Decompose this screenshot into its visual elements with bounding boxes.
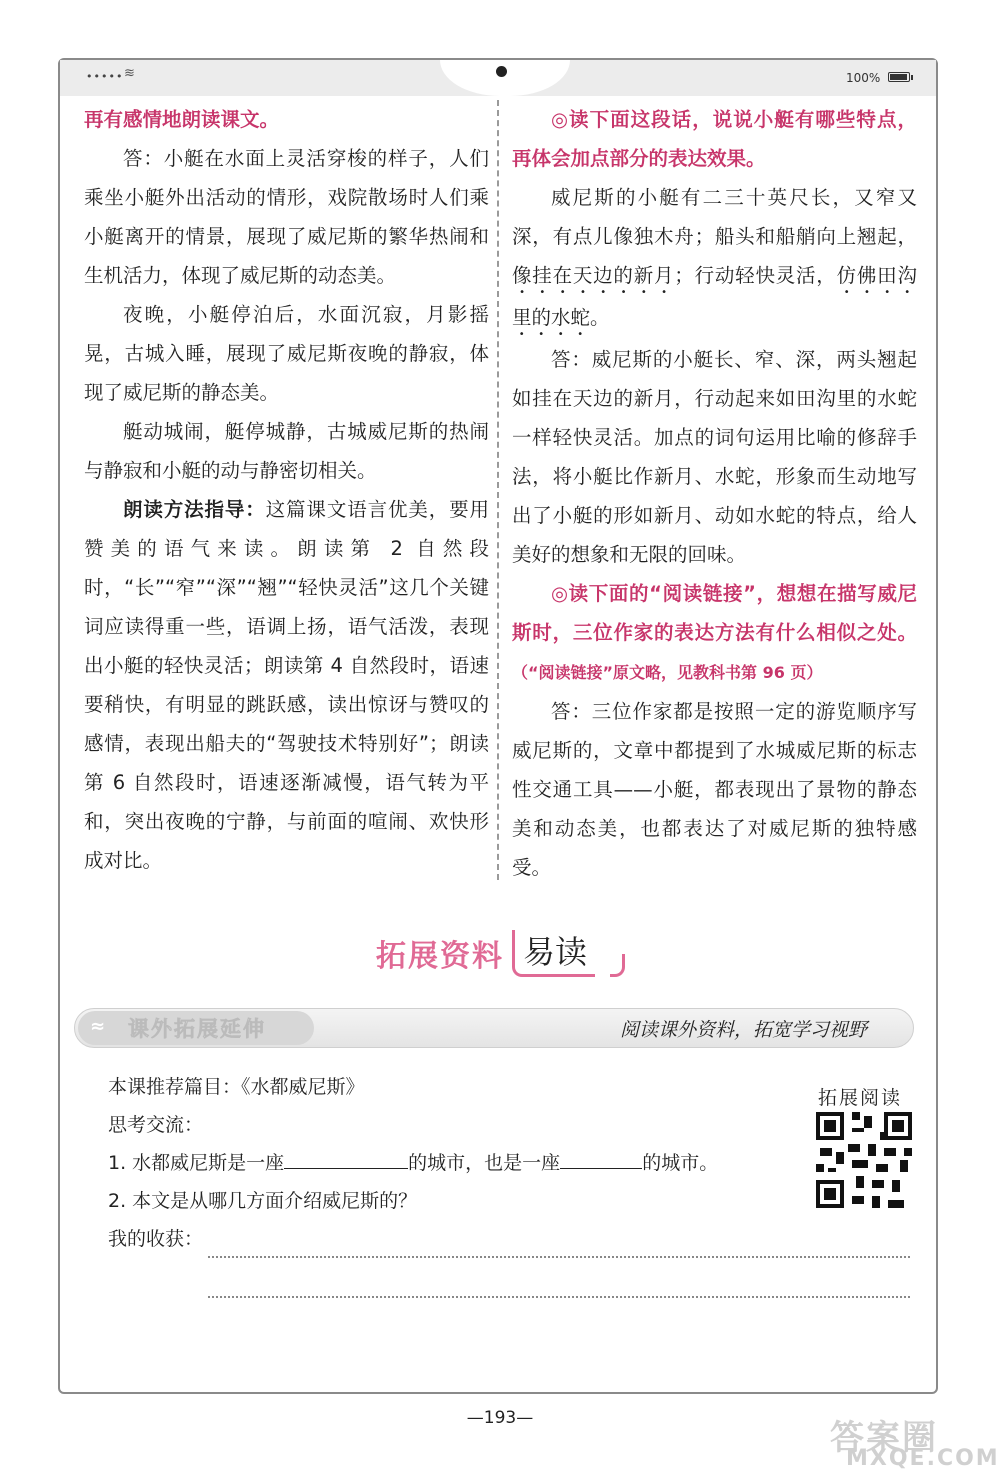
qr-code-icon[interactable]	[816, 1112, 912, 1208]
signal-icon: •••••	[86, 70, 124, 83]
question-2-reading: 2. 本文是从哪几方面介绍威尼斯的？	[108, 1190, 418, 1212]
passage-text-c: 。	[590, 306, 610, 329]
battery-icon	[888, 72, 910, 82]
reading-guide-label: 朗读方法指导：	[123, 498, 266, 521]
discussion-heading: 思考交流：	[108, 1114, 204, 1136]
question-2	[512, 574, 917, 692]
dotted-phrase-2: 仿佛田沟里的水蛇	[512, 264, 917, 329]
banner-tab: 课外拓展延伸	[78, 1011, 314, 1045]
question-1-part-c: 的城市。	[642, 1152, 719, 1174]
battery-percent: 100%	[846, 71, 881, 85]
harvest-line-2[interactable]	[208, 1296, 910, 1298]
extension-title-pink: 拓展资料	[376, 939, 504, 974]
camera-dot-icon	[496, 66, 507, 77]
qr-label: 拓展阅读	[818, 1087, 903, 1109]
harvest-label: 我的收获：	[108, 1228, 204, 1250]
instruction-line: 再有感情地朗读课文。	[84, 108, 280, 131]
answer-blank-2[interactable]	[560, 1148, 642, 1169]
passage	[512, 178, 917, 340]
wave-icon: ≈	[90, 1016, 106, 1037]
question-2-text: 读下面的“阅读链接”，想想在描写威尼斯时，三位作家的表达方法有什么相似之处。	[512, 582, 918, 644]
battery-tip	[911, 75, 913, 80]
answer-paragraph-2: 夜晚，小艇停泊后，水面沉寂，月影摇晃，古城入睡，展现了威尼斯夜晚的静寂，体现了威尼斯的静态美。	[84, 303, 489, 404]
question-mark-icon: ◎	[551, 582, 569, 605]
question-1	[512, 100, 917, 178]
reading-guide-text: 这篇课文语言优美，要用赞美的语气来读。朗读第 2 自然段时，“长”“窄”“深”“翘”“轻快灵活”这几个关键词应读得重一些，语调上扬，语气活泼，表现出小艇的轻快灵活；朗读第 4 自然段时，语速要稍快，有明显的跳跃感，读出惊讶与赞叹的感情，表现出船夫的“驾驶技术特别好”；朗读第 6 自然段时，语速逐渐减慢，语气转为平和，突出夜晚的宁静，与前面的喧闹、欢快形成对比。	[84, 498, 489, 872]
right-column	[512, 100, 917, 887]
answer-paragraph-3: 艇动城闹，艇停城静，古城威尼斯的热闹与静寂和小艇的动与静密切相关。	[84, 420, 489, 482]
question-fill-blank	[108, 1144, 798, 1182]
wifi-icon: ≋	[124, 66, 135, 81]
answer-2: 答：三位作家都是按照一定的游览顺序写威尼斯的，文章中都提到了水城威尼斯的标志性交通工具——小艇，都表现出了景物的静态美和动态美，也都表达了对威尼斯的独特感受。	[512, 700, 917, 879]
question-1-text: 读下面这段话，说说小艇有哪些特点，再体会加点部分的表达效果。	[512, 108, 917, 170]
banner-subtitle: 阅读课外资料，拓宽学习视野	[620, 1019, 868, 1041]
extension-title-box: 易读	[512, 930, 595, 977]
harvest-line-1[interactable]	[208, 1256, 910, 1258]
question-1-part-b: 的城市，也是一座	[408, 1152, 561, 1174]
left-column	[84, 100, 489, 880]
watermark-logo: 答案圈	[830, 1418, 938, 1458]
column-divider	[497, 100, 499, 880]
question-mark-icon: ◎	[551, 108, 570, 131]
passage-text-b: ；行动轻快灵活，	[674, 264, 837, 287]
answer-blank-1[interactable]	[284, 1148, 408, 1169]
question-1-part-a: 1. 水都威尼斯是一座	[108, 1152, 285, 1174]
watermark-url: MXQE.COM	[846, 1446, 1000, 1471]
answer-1: 答：威尼斯的小艇长、窄、深，两头翘起如挂在天边的新月，行动起来如田沟里的水蛇一样轻快灵活。加点的词句运用比喻的修辞手法，将小艇比作新月、水蛇，形象而生动地写出了小艇的形如新月、动如水蛇的特点，给人美好的想象和无限的回味。	[512, 348, 917, 566]
answer-paragraph-1: 答：小艇在水面上灵活穿梭的样子，人们乘坐小艇外出活动的情形，戏院散场时人们乘小艇离开的情景，展现了威尼斯的繁华热闹和生机活力，体现了威尼斯的动态美。	[84, 147, 489, 287]
reading-section	[108, 1068, 798, 1258]
dotted-phrase-1: 像挂在天边的新月	[512, 264, 675, 287]
reading-guide-paragraph	[84, 490, 489, 880]
passage-text-a: 威尼斯的小艇有二三十英尺长，又窄又深，有点儿像独木舟；船头和船艄向上翘起，	[512, 186, 917, 248]
extension-title	[376, 928, 595, 978]
page-number: —193—	[466, 1408, 534, 1428]
question-2-note: （“阅读链接”原文略，见教科书第 96 页）	[512, 663, 823, 682]
recommended-article: 本课推荐篇目：《水都威尼斯》	[108, 1076, 365, 1098]
